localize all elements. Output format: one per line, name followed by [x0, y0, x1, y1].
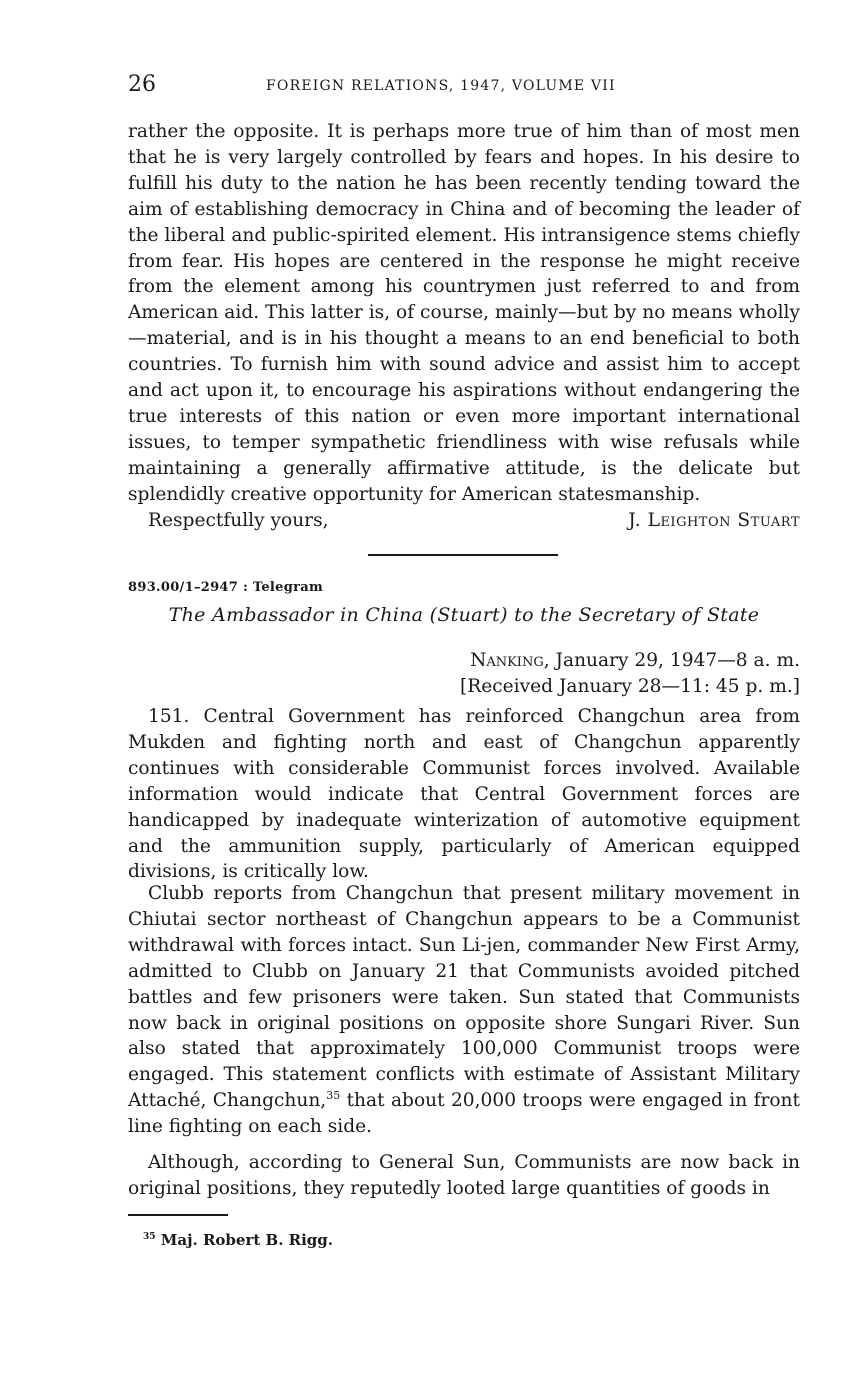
telegram-paragraph-3 — [128, 1150, 800, 1202]
page-number: 26 — [128, 72, 156, 97]
telegram-paragraph-2-text-b: that about 20,000 troops were engaged in front line fighting on each side. — [128, 1090, 800, 1138]
telegram-paragraph-3-text: Although, according to General Sun, Communists are now back in original positions, they reputedly looted large quantities of goods in — [128, 1152, 800, 1199]
footnote-marker: 35 — [143, 1232, 156, 1242]
footnote — [143, 1231, 333, 1249]
footnote-text: Maj. Robert B. Rigg. — [160, 1231, 334, 1249]
page-header — [128, 72, 800, 106]
document-file-reference: 893.00/1–2947 : Telegram — [128, 580, 324, 595]
telegram-paragraph-2-text-a: Clubb reports from Changchun that present military movement in Chiutai sector northeast of Changchun appears to be a Communist withdrawal with forces intact. Sun Li-jen, commander New First Army, admitted to Clubb on January 21 that Communists avoided pitched battles and few prisoners were taken. Sun stated that Communists now back in original positions on opposite shore Sungari River. Sun also stated that approximately 100,000 Communist troops were engaged. This statement conflicts with estimate of Assistant Military Attaché, Changchun, — [128, 883, 800, 1112]
footnote-reference: 35 — [326, 1089, 341, 1103]
letter-closing: Respectfully yours, — [148, 510, 329, 531]
telegram-dateline — [128, 648, 800, 700]
letter-signature: J. Leighton Stuart — [628, 510, 800, 531]
letter-paragraph: rather the opposite. It is perhaps more true of him than of most men that he is very largely controlled by fears and hopes. In his desire to fulfill his duty to the nation he has been recently tending toward the aim of establishing democracy in China and of becoming the leader of the liberal and public-spirited element. His intransigence stems chiefly from fear. His hopes are centered in the response he might receive from the element among his countrymen just referred to and from American aid. This latter is, of course, mainly—but by no means wholly—material, and is in his thought a means to an end beneficial to both countries. To furnish him with sound advice and assist him to accept and act upon it, to encourage his aspirations without endangering the true interests of this nation or even more important international issues, to temper sympathetic friendliness with wise refusals while maintaining a generally affirmative attitude, is the delicate but splendidly creative opportunity for American statesmanship. — [128, 121, 800, 505]
telegram-paragraph-2 — [128, 881, 800, 1140]
received-line: [Received January 28—11: 45 p. m.] — [460, 676, 800, 697]
telegram-paragraph-1-text: 151. Central Government has reinforced Changchun area from Mukden and fighting north and east of Changchun apparently continues with considerable Communist forces involved. Available information would indicate that Central Government forces are handicapped by inadequate winterization of automotive equipment and the ammunition supply, particularly of American equipped divisions, is critically low. — [128, 706, 800, 883]
dateline-place: Nanking — [470, 650, 544, 671]
running-head: FOREIGN RELATIONS, 1947, VOLUME VII — [266, 78, 616, 94]
section-divider — [368, 554, 558, 556]
dateline-date: , January 29, 1947—8 a. m. — [543, 650, 800, 671]
footnote-rule — [128, 1214, 228, 1216]
telegram-paragraph-1 — [128, 704, 800, 885]
document-title: The Ambassador in China (Stuart) to the Secretary of State — [168, 604, 760, 626]
